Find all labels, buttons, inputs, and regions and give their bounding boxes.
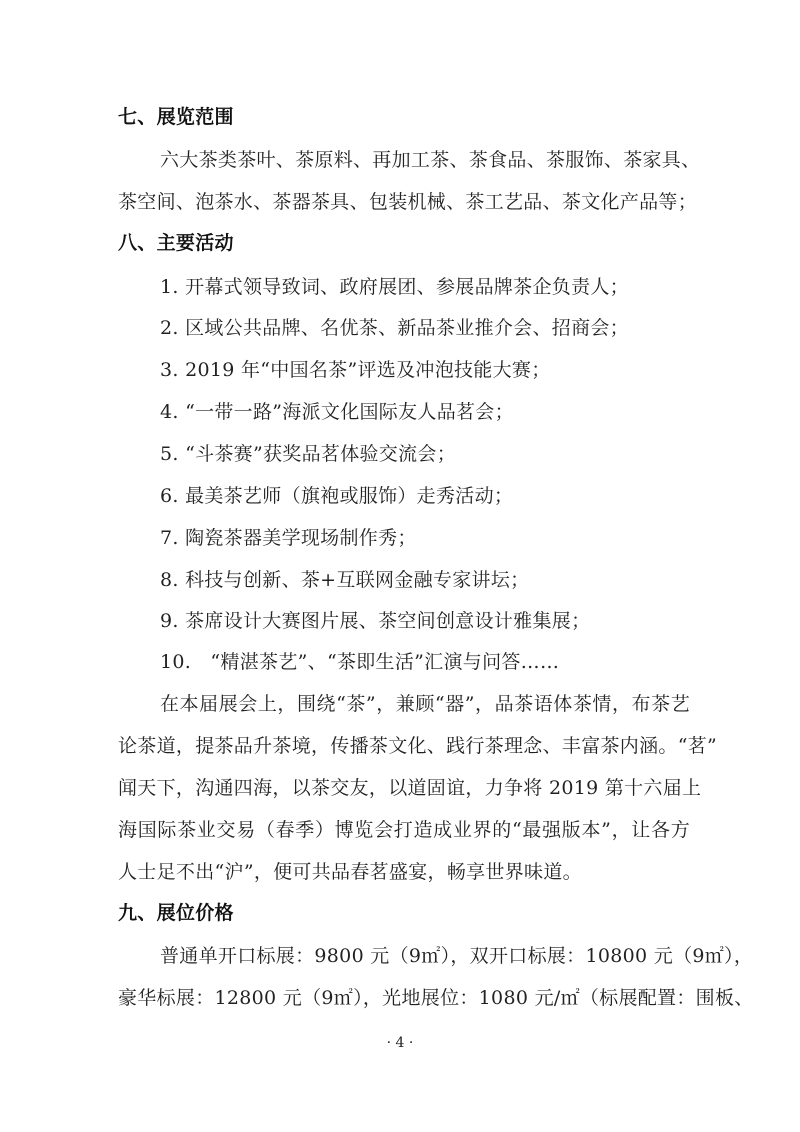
list-item: 2. 区域公共品牌、名优茶、新品茶业推介会、招商会；: [160, 317, 629, 339]
list-item: 1. 开幕式领导致词、政府展团、参展品牌茶企负责人；: [160, 276, 629, 298]
paragraph-line: 论茶道，提茶品升茶境，传播茶文化、践行茶理念、丰富茶内涵。“茗”: [118, 735, 718, 757]
list-item: 6. 最美茶艺师（旗袍或服饰）走秀活动；: [160, 485, 514, 507]
section-heading-exhibition-scope: 七、展览范围: [118, 106, 234, 128]
paragraph-line: 闻天下，沟通四海，以茶交友，以道固谊，力争将 2019 第十六届上: [118, 777, 702, 799]
list-item: 5. “斗茶赛”获奖品茗体验交流会；: [160, 443, 456, 465]
section-heading-main-activities: 八、主要活动: [118, 232, 234, 254]
list-item: 8. 科技与创新、茶+互联网金融专家讲坛；: [160, 569, 530, 591]
list-item: 4. “一带一路”海派文化国际友人品茗会；: [160, 401, 514, 423]
paragraph-line: 豪华标展：12800 元（9㎡），光地展位：1080 元/㎡（标展配置：围板、: [118, 987, 754, 1009]
list-item: 3. 2019 年“中国名茶”评选及冲泡技能大赛；: [160, 359, 551, 381]
paragraph-line: 六大茶类茶叶、茶原料、再加工茶、茶食品、茶服饰、茶家具、: [160, 149, 701, 171]
page-number: · 4 ·: [386, 1035, 414, 1051]
list-item: 7. 陶瓷茶器美学现场制作秀；: [160, 527, 417, 549]
list-item: 9. 茶席设计大赛图片展、茶空间创意设计雅集展；: [160, 610, 591, 632]
paragraph-line: 人士足不出“沪”，便可共品春茗盛宴，畅享世界味道。: [118, 861, 582, 883]
paragraph-line: 茶空间、泡茶水、茶器茶具、包装机械、茶工艺品、茶文化产品等；: [118, 191, 698, 213]
paragraph-line: 普通单开口标展：9800 元（9㎡），双开口标展：10800 元（9㎡），: [160, 945, 754, 967]
paragraph-line: 海国际茶业交易（春季）博览会打造成业界的“最强版本”，让各方: [118, 819, 690, 841]
section-heading-booth-prices: 九、展位价格: [118, 902, 234, 924]
paragraph-line: 在本届展会上，围绕“茶”，兼顾“器”，品茶语体茶情，布茶艺: [160, 693, 690, 715]
list-item: 10. “精湛茶艺”、“茶即生活”汇演与问答……: [160, 651, 560, 673]
